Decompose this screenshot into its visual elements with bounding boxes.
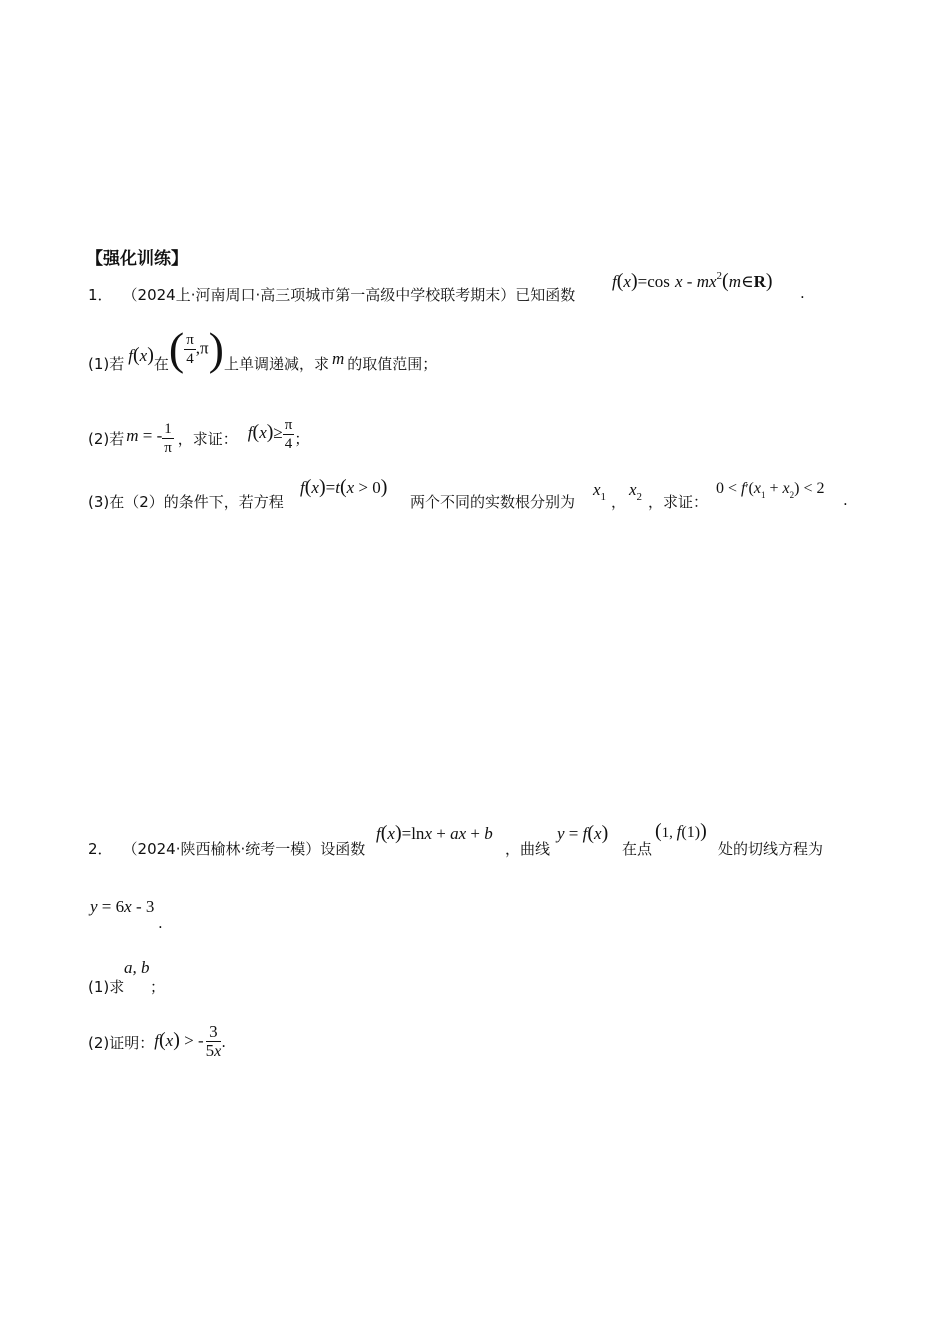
q2-tangent-text: 处的切线方程为 — [718, 840, 824, 858]
q1-part3-end: . — [843, 491, 848, 509]
q2-point: (1, f(1)) — [655, 820, 707, 842]
q1-part1: (1)若 f(x) 在 ( $\frac{\pi}{4}$ ,π) 上单调递减，求 m 的取值范围； — [88, 323, 438, 374]
q2-function: f(x)=lnx + ax + b — [376, 822, 493, 844]
q1-function: f(x)=cos x - $mx^2(m\in R)$ — [612, 270, 773, 292]
q2-point-text: 在点 — [622, 840, 653, 858]
q2-part1-label: (1)求 — [88, 978, 125, 996]
q1-part3-inequality: $0 < f'(x_1 + x_2) < 2$ — [716, 480, 825, 500]
q1-part3-prove: ，求证： — [648, 493, 709, 511]
q2-tangent-end: . — [158, 914, 163, 932]
q2-line — [88, 838, 365, 859]
q2-part1-end: ； — [150, 978, 166, 996]
q2-tangent-line: y = 6x - 3 — [90, 897, 155, 916]
q2-part2: (2)证明： f(x) > - $\frac{3}{5x}$ . — [88, 1022, 227, 1060]
q1-part3-equation: f(x)=t(x > 0) — [300, 476, 388, 498]
q1-part2: (2)若 m = - $\frac{1}{\pi}$ ，求证： f(x)≥ $\frac{\pi}{4}$ ； — [88, 416, 310, 456]
q1-part3-comma: ， — [611, 493, 627, 511]
q2-number: 2． — [88, 840, 113, 858]
q2-source: （2024·陕西榆林·统考一模）设函数 — [122, 840, 366, 858]
q1-part3-x2: $x_2$ — [629, 480, 643, 503]
q1-end: . — [800, 284, 805, 302]
section-title: 【强化训练】 — [86, 249, 188, 269]
q1-part3-label: (3)在（2）的条件下，若方程 — [88, 493, 284, 511]
q1-line — [88, 284, 575, 305]
q1-number: 1． — [88, 286, 113, 304]
q1-part3-roots-text: 两个不同的实数根分别为 — [410, 493, 576, 511]
q2-part1-vars: a, b — [124, 958, 150, 977]
q1-source: （2024上·河南周口·高三项城市第一高级中学校联考期末）已知函数 — [122, 286, 576, 304]
q1-part3-x1: $x_1$ — [593, 480, 607, 503]
q2-curve: y = f(x) — [557, 822, 609, 844]
q2-curve-text: ，曲线 — [505, 840, 551, 858]
